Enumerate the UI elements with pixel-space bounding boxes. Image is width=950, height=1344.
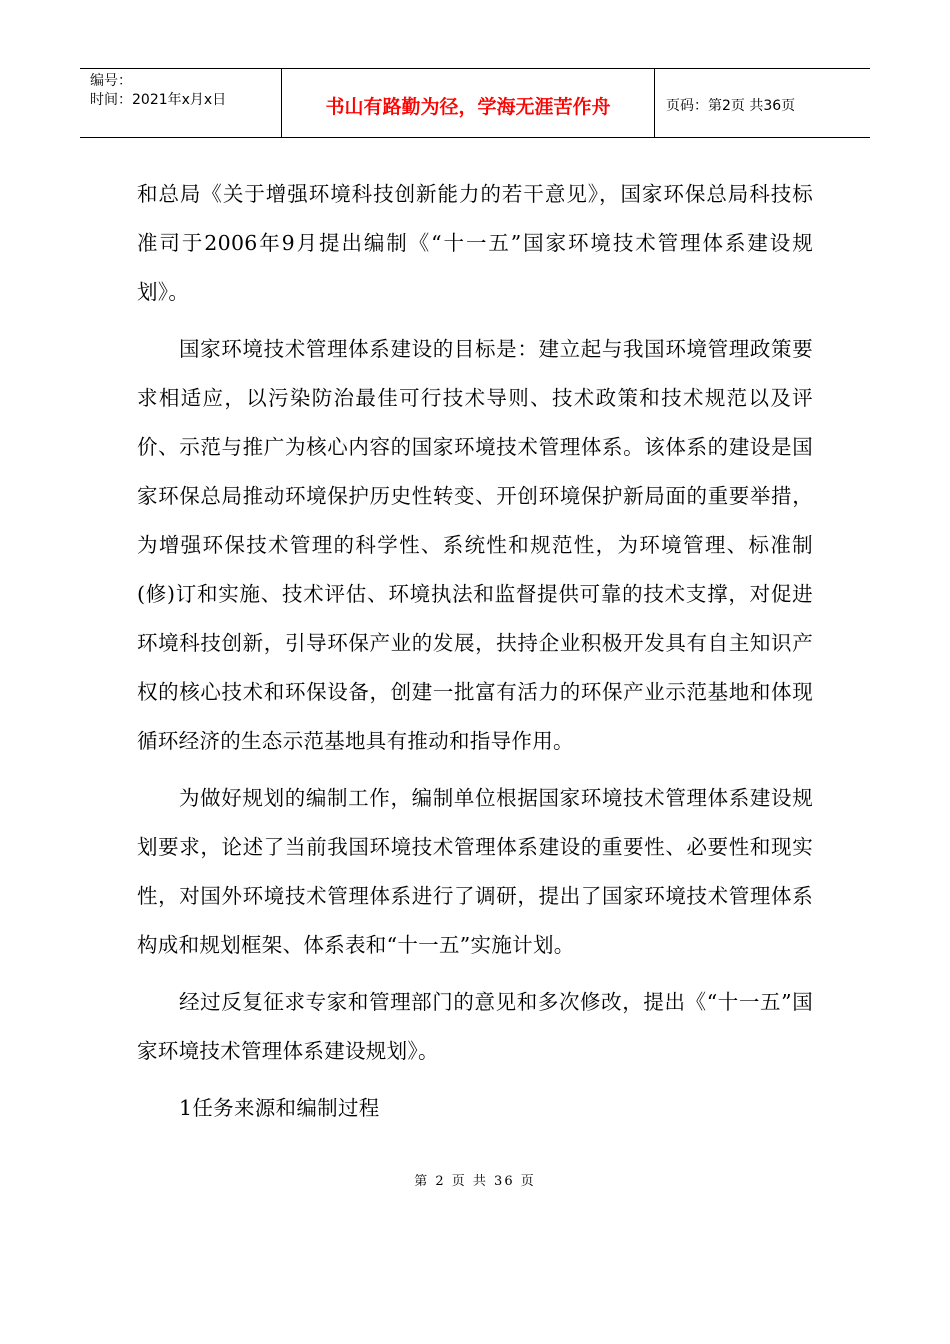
body-paragraph: 和总局《关于增强环境科技创新能力的若干意见》，国家环保总局科技标准司于2006年9月提出编制《“十一五”国家环境技术管理体系建设规划》。	[137, 182, 813, 304]
body-paragraph: 为做好规划的编制工作，编制单位根据国家环境技术管理体系建设规划要求，论述了当前我国环境技术管理体系建设的重要性、必要性和现实性，对国外环境技术管理体系进行了调研，提出了国家环境技术管理体系构成和规划框架、体系表和“十一五”实施计划。	[137, 786, 813, 957]
header-motto-cell	[282, 69, 655, 137]
page-footer	[0, 1170, 950, 1189]
body-paragraph: 国家环境技术管理体系建设的目标是：建立起与我国环境管理政策要求相适应，以污染防治最佳可行技术导则、技术政策和技术规范以及评价、示范与推广为核心内容的国家环境技术管理体系。该体系的建设是国家环保总局推动环境保护历史性转变、开创环境保护新局面的重要举措，为增强环保技术管理的科学性、系统性和规范性，为环境管理、标准制(修)订和实施、技术评估、环境执法和监督提供可靠的技术支撑，对促进环境科技创新，引导环保产业的发展，扶持企业积极开发具有自主知识产权的核心技术和环保设备，创建一批富有活力的环保产业示范基地和体现循环经济的生态示范基地具有推动和指导作用。	[137, 337, 813, 753]
document-number-label: 编号：	[90, 73, 132, 89]
body-paragraph: 经过反复征求专家和管理部门的意见和多次修改，提出《“十一五”国家环境技术管理体系建设规划》。	[137, 990, 813, 1063]
document-body	[137, 170, 813, 1133]
header-page-info-cell	[655, 69, 870, 137]
header-page-info: 页码：第2页 共36页	[666, 98, 796, 114]
section-heading: 1任务来源和编制过程	[179, 1096, 380, 1120]
header-motto: 书山有路勤为径，学海无涯苦作舟	[325, 95, 611, 118]
page-header	[80, 68, 870, 138]
document-time-label: 时间：2021年x月x日	[90, 92, 227, 108]
header-meta	[80, 69, 282, 137]
footer-page-number: 第 2 页 共 36 页	[414, 1174, 536, 1189]
